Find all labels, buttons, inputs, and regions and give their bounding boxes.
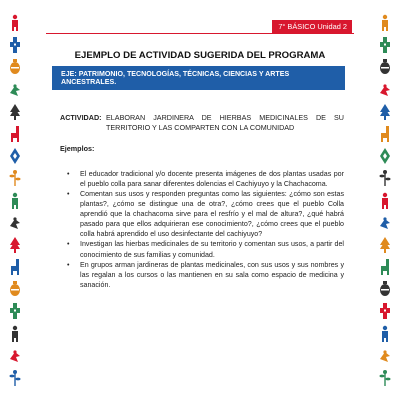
tree-icon xyxy=(379,103,391,125)
examples-list xyxy=(80,169,344,290)
stepped-cross-icon xyxy=(9,36,21,58)
plant-icon xyxy=(9,369,21,391)
llama-icon xyxy=(379,258,391,280)
figure-icon xyxy=(9,192,21,214)
right-decorative-border xyxy=(376,14,394,391)
bird-icon xyxy=(9,81,21,103)
llama-icon xyxy=(9,258,21,280)
activity-text: ELABORAN JARDINERA DE HIERBAS MEDICINALES DE SU TERRITORIO Y LAS COMPARTEN CON LA COMUNIDAD xyxy=(106,113,344,133)
example-item: • Comentan sus usos y responden preguntas como las siguientes: ¿cómo son estas plantas?, ¿cómo se distingue una de otra?, ¿cómo crees que el pueblo Colla aprendió que la chachacoma sirve para el resfrío y el mal de altura?, ¿qué habrá pasado para que ellos adquirieran ese conocimiento?, ¿cómo crees que el pueblo colla habrá aprendido el uso desinfectante del cachiyuyo? xyxy=(80,189,344,239)
llama-icon xyxy=(379,125,391,147)
bird-icon xyxy=(379,347,391,369)
stepped-cross-icon xyxy=(9,302,21,324)
bird-icon xyxy=(9,214,21,236)
axis-banner xyxy=(52,66,345,90)
diamond-icon xyxy=(379,147,391,169)
tree-icon xyxy=(379,236,391,258)
vessel-icon xyxy=(379,280,391,302)
llama-icon xyxy=(9,125,21,147)
bird-icon xyxy=(379,214,391,236)
figure-icon xyxy=(9,14,21,36)
vessel-icon xyxy=(379,58,391,80)
stepped-cross-icon xyxy=(379,302,391,324)
diamond-icon xyxy=(9,147,21,169)
vessel-icon xyxy=(9,58,21,80)
left-decorative-border xyxy=(6,14,24,391)
plant-icon xyxy=(379,369,391,391)
bird-icon xyxy=(9,347,21,369)
document-title: EJEMPLO DE ACTIVIDAD SUGERIDA DEL PROGRAMA xyxy=(74,50,326,61)
example-item: • En grupos arman jardineras de plantas medicinales, con sus usos y sus nombres y las regalan a los cursos o las mantienen en su sala como espacio de medicina y sanación. xyxy=(80,260,344,290)
bird-icon xyxy=(379,81,391,103)
figure-icon xyxy=(379,192,391,214)
tree-icon xyxy=(9,103,21,125)
example-item: • El educador tradicional y/o docente presenta imágenes de dos plantas usadas por el pueblo colla para sanar diferentes dolencias el Cachiyuyo y la Chachacoma. xyxy=(80,169,344,189)
activity-label: ACTIVIDAD: xyxy=(60,113,102,122)
examples-label: Ejemplos: xyxy=(60,144,95,153)
figure-icon xyxy=(379,325,391,347)
activity-section xyxy=(60,113,350,134)
axis-banner-text: EJE: PATRIMONIO, TECNOLOGÍAS, TÉCNICAS, CIENCIAS Y ARTES ANCESTRALES. xyxy=(61,70,290,86)
header-divider xyxy=(46,33,354,34)
tree-icon xyxy=(9,236,21,258)
stepped-cross-icon xyxy=(379,36,391,58)
example-item: • Investigan las hierbas medicinales de su territorio y comentan sus usos, a partir del conocimiento de sus familias y comunidad. xyxy=(80,239,344,259)
plant-icon xyxy=(379,169,391,191)
grade-unit-tag: 7° BÁSICO Unidad 2 xyxy=(272,20,352,33)
plant-icon xyxy=(9,169,21,191)
vessel-icon xyxy=(9,280,21,302)
figure-icon xyxy=(9,325,21,347)
figure-icon xyxy=(379,14,391,36)
